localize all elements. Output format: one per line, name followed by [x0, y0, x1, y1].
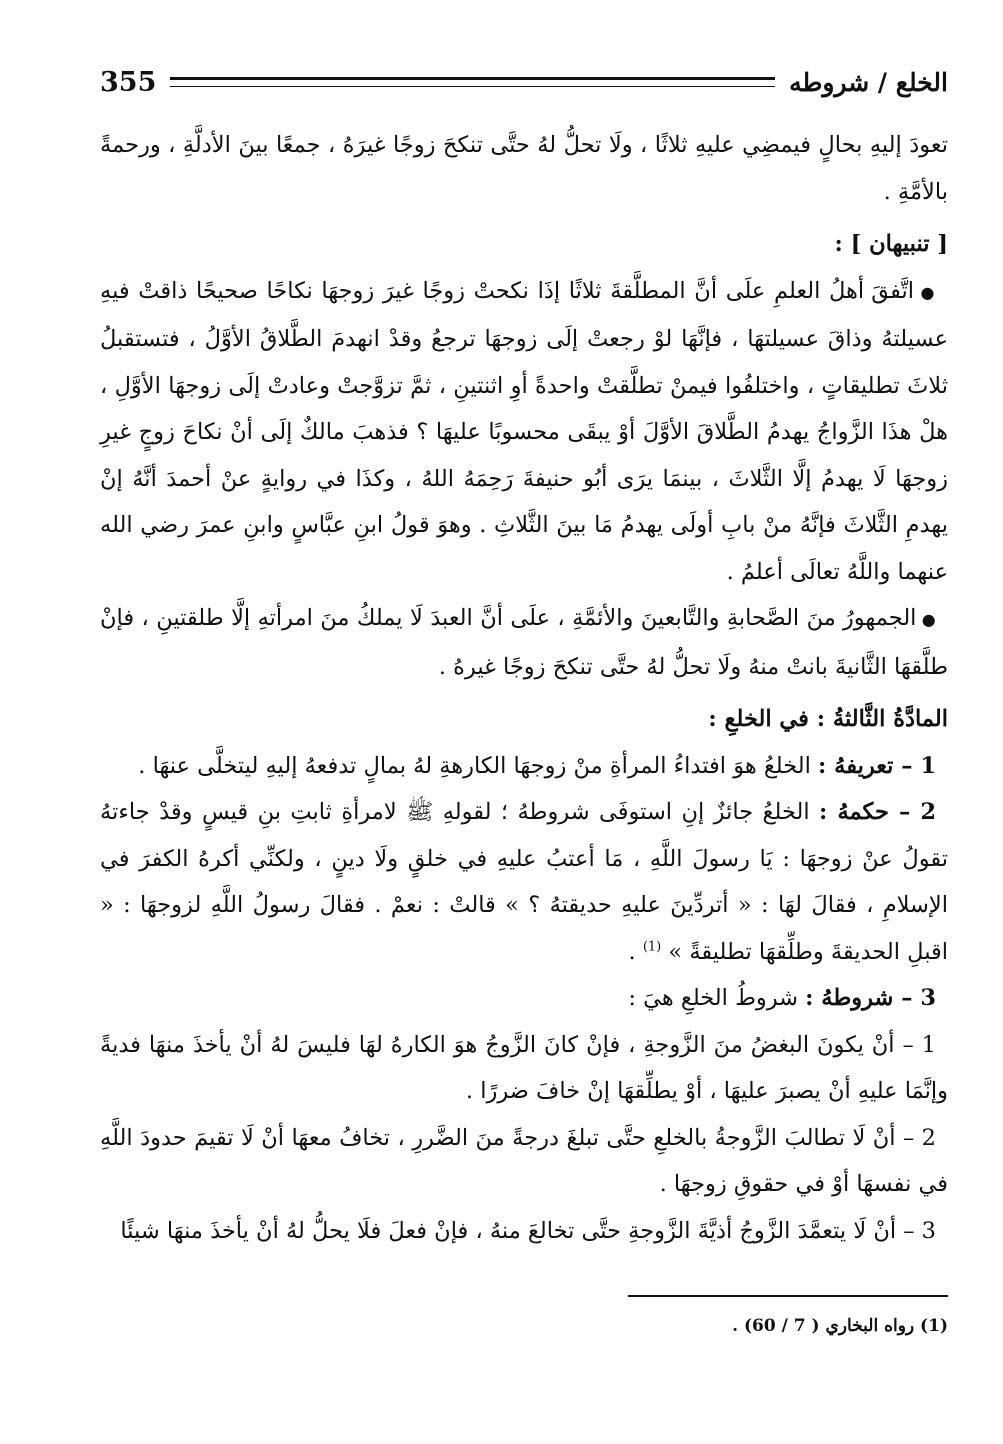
footnote-reference: (1): [642, 939, 662, 954]
header-rule: [170, 77, 775, 87]
definition-item: [100, 743, 948, 790]
ruling-label: 2 – حكمهُ :: [819, 799, 936, 825]
running-title: الخلع / شروطه: [789, 67, 948, 97]
condition-2: 2 – أنْ لَا تطالبَ الزَّوجةُ بالخلعِ حتَّى تبلغَ درجةً منَ الضَّررِ ، تخافُ معهَا أنْ لَا تقيمَ حدودَ اللَّهِ في نفسهَا أوْ في حقوقِ زوجهَا .: [100, 1124, 948, 1197]
conditions-item: [100, 975, 948, 1022]
notes-heading: [ تنبيهان ] :: [834, 231, 948, 257]
ruling-item: [100, 789, 948, 975]
section-heading: المادَّةُ الثَّالثةُ : في الخلعِ :: [708, 706, 948, 732]
footnote: (1) رواه البخاري ( 7 / 60) .: [732, 1316, 948, 1336]
page-header: [100, 62, 948, 102]
definition-label: 1 – تعريفهُ :: [818, 752, 936, 779]
footnote-separator: [628, 1295, 948, 1297]
page-number: 355: [100, 66, 157, 98]
note-paragraph-2: ● الجمهورُ منَ الصَّحابةِ والتَّابعينَ والأئمَّةِ ، علَى أنَّ العبدَ لَا يملكُ منَ امرأتهِ إلَّا طلقتينِ ، فإنْ طلَّقهَا الثَّانيةَ بانتْ منهُ ولَا تحلُّ لهُ حتَّى تنكحَ زوجًا غيرهُ .: [100, 595, 948, 690]
continuation-paragraph: تعودَ إليهِ بحالٍ فيمضِي عليهِ ثلاثًا ، ولَا تحلُّ لهُ حتَّى تنكحَ زوجًا غيرَهُ ، جمعًا بينَ الأدلَّةِ ، ورحمةً بالأمَّةِ .: [100, 132, 948, 205]
definition-text: الخلعُ هوَ افتداءُ المرأةِ منْ زوجهَا الكارهةِ لهُ بمالٍ تدفعهُ إليهِ ليتخلَّى عنهَا .: [138, 752, 811, 779]
note-paragraph-1: ● اتَّفقَ أهلُ العلمِ علَى أنَّ المطلَّقةَ ثلاثًا إذَا نكحتْ زوجًا غيرَ زوجهَا نكاحًا صحيحًا ذاقتْ فيهِ عسيلتهُ وذاقَ عسيلتهَا ، فإنَّهَا لوْ رجعتْ إلَى زوجهَا ترجعُ وقدْ انهدمَ الطَّلاقُ الأوَّلُ ، فتستقبلُ ثلاثَ تطليقاتٍ ، واختلفُوا فيمنْ تطلَّقتْ واحدةً أوِ اثنتينِ ، ثمَّ تزوَّجتْ وعادتْ إلَى زوجهَا الأوَّلِ ، هلْ هذَا الزَّواجُ يهدمُ الطَّلاقَ الأوَّلَ أوْ يبقَى محسوبًا عليهَا ؟ فذهبَ مالكٌ إلَى أنْ نكاحَ زوجٍ غيرِ زوجهَا لَا يهدمُ إلَّا الثَّلاثَ ، بينمَا يرَى أبُو حنيفةَ رَحِمَهُ اللهُ ، وكذَا في روايةٍ عنْ أحمدَ أنَّهُ إنْ يهدمِ الثَّلاثَ فإنَّهُ منْ بابِ أولَى يهدمُ مَا بينَ الثَّلاثِ . وهوَ قولُ ابنِ عبَّاسٍ وابنِ عمرَ رضي الله عنهما واللَّهُ تعالَى أعلمُ .: [100, 268, 948, 596]
ruling-text: الخلعُ جائزٌ إنِ استوفَى شروطهُ ؛ لقولهِ ﷺ لامرأةِ ثابتِ بنِ قيسٍ وقدْ جاءتهُ تقولُ عنْ زوجهَا : يَا رسولَ اللَّهِ ، مَا أعتبُ عليهِ في خلقٍ ولَا دينٍ ، ولكنِّي أكرهُ الكفرَ في الإسلامِ ، فقالَ لهَا : « أتردِّينَ عليهِ حديقتهُ ؟ » قالتْ : نعمْ . فقالَ رسولُ اللَّهِ لزوجهَا : « اقبلِ الحديقةَ وطلِّقهَا تطليقةً »: [100, 799, 948, 965]
condition-3: 3 – أنْ لَا يتعمَّدَ الزَّوجُ أذيَّةَ الزَّوجةِ حتَّى تخالعَ منهُ ، فإنْ فعلَ فلَا يحلُّ لهُ أنْ يأخذَ منهَا شيئًا: [120, 1217, 936, 1244]
condition-1: 1 – أنْ يكونَ البغضُ منَ الزَّوجةِ ، فإنْ كانَ الزَّوجُ هوَ الكارهُ لهَا فليسَ لهُ أنْ يأخذَ منهَا فديةً وإنَّمَا عليهِ أنْ يصبرَ عليهَا ، أوْ يطلِّقهَا إنْ خافَ ضررًا .: [100, 1031, 948, 1104]
page-body: [100, 122, 948, 1254]
ruling-end: .: [628, 938, 643, 965]
conditions-intro: شروطُ الخلعِ هيَ :: [628, 985, 799, 1011]
conditions-label: 3 – شروطهُ :: [805, 985, 936, 1011]
